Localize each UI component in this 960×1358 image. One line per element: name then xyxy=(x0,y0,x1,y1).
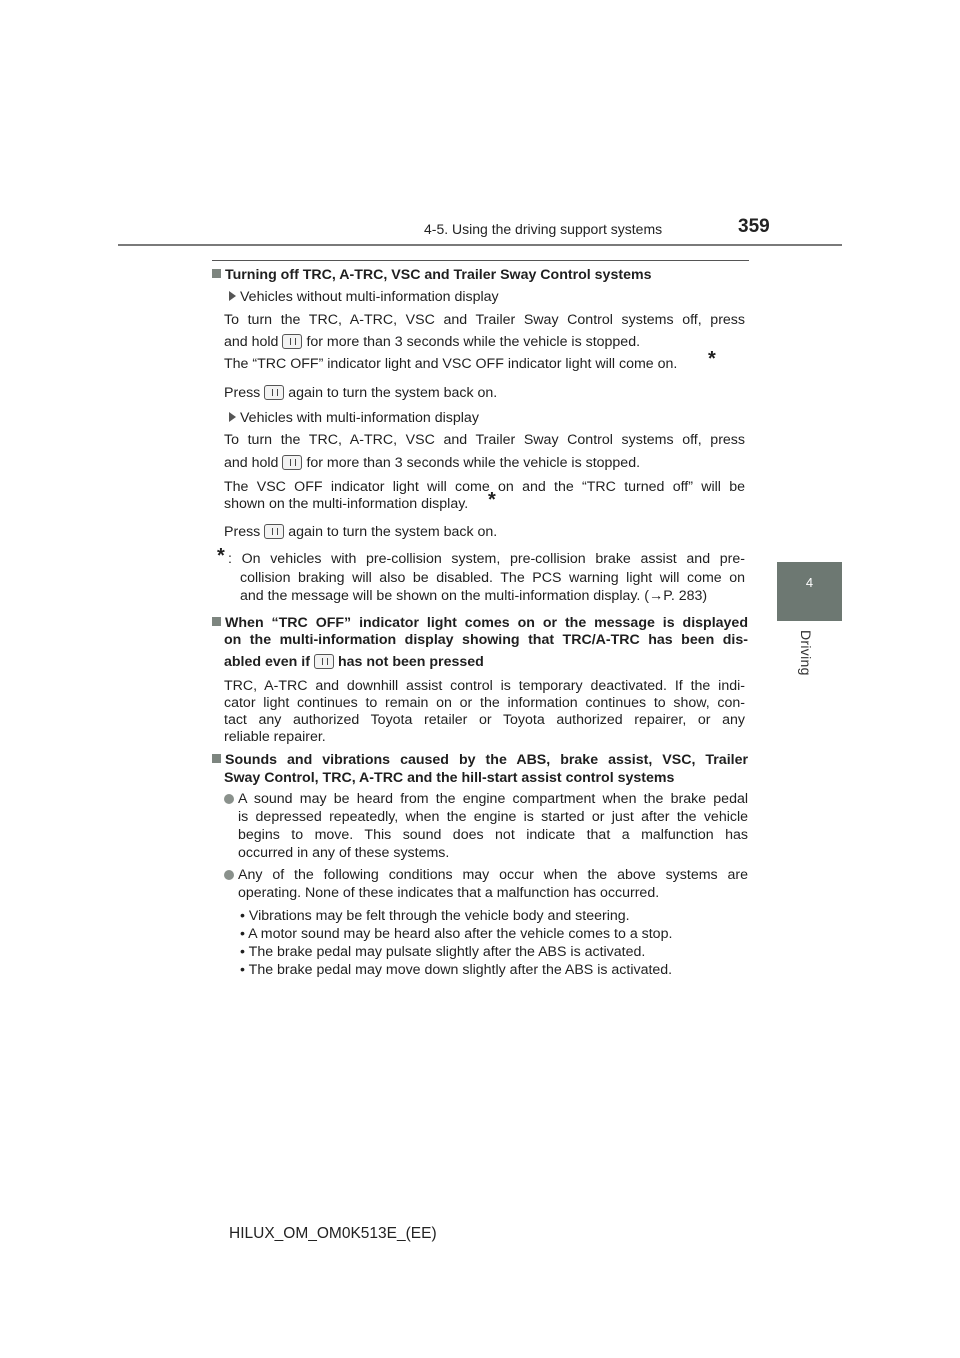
text-line: Press again to turn the system back on. xyxy=(224,385,498,401)
page-number: 359 xyxy=(738,216,770,237)
triangle-bullet-icon xyxy=(229,291,236,301)
footnote-asterisk: * xyxy=(488,489,496,511)
list-item: • The brake pedal may move down slightly after the ABS is activated. xyxy=(240,962,673,978)
text-line: and hold for more than 3 seconds while the vehicle is stopped. xyxy=(224,455,641,471)
section-heading-trc-off: When “TRC OFF” indicator light comes on or the message is displayed xyxy=(212,615,748,632)
chapter-label: Driving xyxy=(798,630,814,676)
text-line: Press again to turn the system back on. xyxy=(224,524,498,540)
section-heading-line: on the multi-information display showing that TRC/A-TRC has been dis- xyxy=(224,632,748,648)
section-heading-turning-off: Turning off TRC, A-TRC, VSC and Trailer Sway Control systems xyxy=(212,267,651,284)
triangle-bullet-icon xyxy=(229,412,236,422)
list-item: • The brake pedal may pulsate slightly after the ABS is activated. xyxy=(240,944,646,960)
square-bullet-icon xyxy=(212,269,221,278)
vsc-off-switch-icon xyxy=(264,524,284,539)
text-line: operating. None of these indicates that a malfunction has occurred. xyxy=(238,885,660,901)
text-line: The VSC OFF indicator light will come on and the “TRC turned off” will be xyxy=(224,479,745,495)
section-heading-line: Sway Control, TRC, A-TRC and the hill-start assist control systems xyxy=(224,770,675,786)
footnote-line: collision braking will also be disabled. The PCS warning light will come on xyxy=(240,570,745,586)
vsc-off-switch-icon xyxy=(264,385,284,400)
list-item: • Vibrations may be felt through the vehicle body and steering. xyxy=(240,908,630,924)
footnote-line: and the message will be shown on the multi-information display. (→P. 283) xyxy=(240,588,708,604)
section-heading-sounds: Sounds and vibrations caused by the ABS, brake assist, VSC, Trailer xyxy=(212,752,748,769)
vsc-off-switch-icon xyxy=(314,654,334,669)
vsc-off-switch-icon xyxy=(282,455,302,470)
text-line: shown on the multi-information display. xyxy=(224,496,469,512)
text-line: and hold for more than 3 seconds while the vehicle is stopped. xyxy=(224,334,641,350)
text-line: is depressed repeatedly, when the engine is started or just after the vehicle xyxy=(238,809,748,825)
vsc-off-switch-icon xyxy=(282,334,302,349)
subheading-with-mid: Vehicles with multi-information display xyxy=(229,410,479,427)
square-bullet-icon xyxy=(212,617,221,626)
text-line: A sound may be heard from the engine compartment when the brake pedal xyxy=(238,791,748,807)
circle-bullet-icon xyxy=(224,794,234,804)
list-item: • A motor sound may be heard also after the vehicle comes to a stop. xyxy=(240,926,673,942)
square-bullet-icon xyxy=(212,754,221,763)
header-section-title: 4-5. Using the driving support systems xyxy=(424,221,663,237)
text-line: Any of the following conditions may occur when the above systems are xyxy=(238,867,748,883)
text-line: TRC, A-TRC and downhill assist control is temporary deactivated. If the indi- xyxy=(224,678,745,694)
footnote-line: : On vehicles with pre-collision system, pre-collision brake assist and pre- xyxy=(228,551,745,567)
text-line: The “TRC OFF” indicator light and VSC OFF indicator light will come on. xyxy=(224,356,678,372)
text-line: To turn the TRC, A-TRC, VSC and Trailer Sway Control systems off, press xyxy=(224,312,745,328)
text-line: cator light continues to remain on or the information continues to show, con- xyxy=(224,695,745,711)
text-line: reliable repairer. xyxy=(224,729,326,745)
footnote-asterisk: * xyxy=(708,348,716,370)
subheading-without-mid: Vehicles without multi-information display xyxy=(229,289,499,306)
text-line: To turn the TRC, A-TRC, VSC and Trailer Sway Control systems off, press xyxy=(224,432,745,448)
text-line: tact any authorized Toyota retailer or Toyota authorized repairer, or any xyxy=(224,712,745,728)
circle-bullet-icon xyxy=(224,870,234,880)
footer-doc-code: HILUX_OM_OM0K513E_(EE) xyxy=(229,1225,437,1242)
chapter-number: 4 xyxy=(805,575,814,590)
footnote-asterisk: * xyxy=(217,545,225,567)
section-heading-line: abled even if has not been pressed xyxy=(224,654,484,670)
text-line: occurred in any of these systems. xyxy=(238,845,450,861)
text-line: begins to move. This sound does not indicate that a malfunction has xyxy=(238,827,748,843)
